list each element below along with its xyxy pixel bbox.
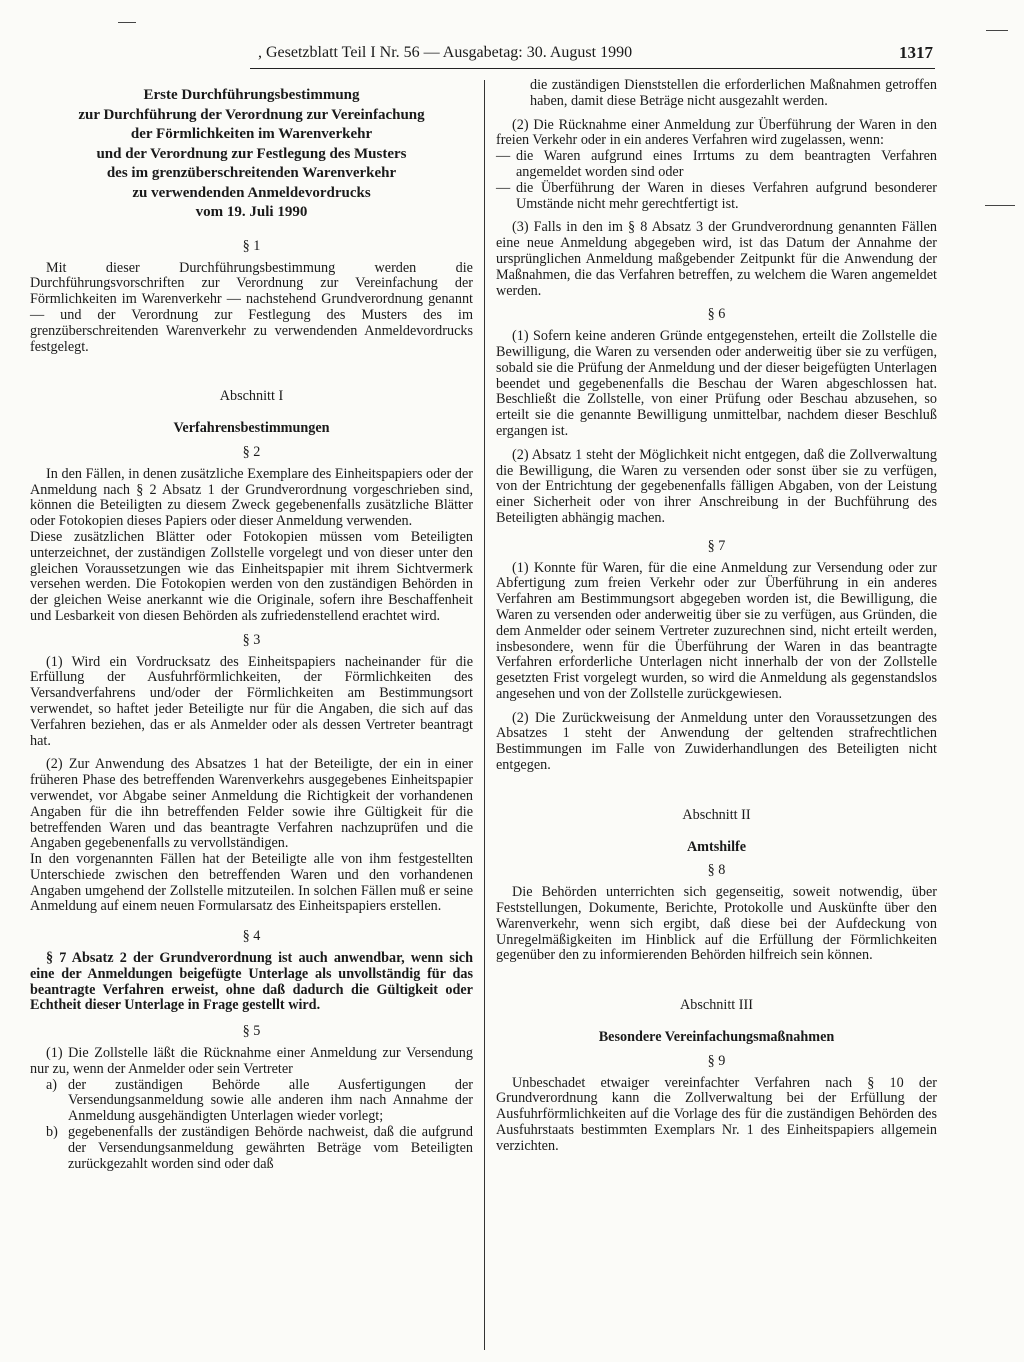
paragraph: (2) Zur Anwendung des Absatzes 1 hat der Beteiligte, der ein in einer früheren Phase des betreffenden Warenverkehrs ausgegebenes Einheitspapier verwendet, vor Abgabe seiner Anmeldung die Richtigkeit der vorhandenen Angaben für die ihn betreffenden Felder sowie ihre Gültigkeit für die betreffenden Waren und das beantragte Verfahren nachzuprüfen und die Angaben gegebenenfalls zu vervollständigen. <box>30 756 473 852</box>
title-line: Erste Durchführungsbestimmung <box>143 87 360 103</box>
section-heading: § 4 <box>242 928 261 945</box>
list-item <box>30 1125 473 1172</box>
list-text: die Überführung der Waren in dieses Verfahren aufgrund besonderer Umstände nicht mehr gerechtfertigt ist. <box>516 179 937 212</box>
paragraph: Diese zusätzlichen Blätter oder Fotokopien müssen vom Beteiligten unterzeichnet, der zuständigen Zollstelle vorgelegt und von dieser unter den gleichen Voraussetzungen wie das Einheitspapier mit ihrem Sichtvermerk versehen werden. Die Fotokopien werden von den zuständigen Behörden in der gleichen Weise anerkannt wie die Originale, sofern ihre Beschaffenheit und Lesbarkeit von diesen Behörden als zufriedenstellend erachtet wird. <box>30 528 473 624</box>
page-number: 1317 <box>899 43 933 62</box>
section-heading: § 2 <box>242 443 261 460</box>
section-heading: § 8 <box>707 862 726 879</box>
title-line: zu verwendenden Anmeldevordrucks <box>132 184 371 201</box>
paragraph: die zuständigen Dienststellen die erforderlichen Maßnahmen getroffen haben, damit diese Beträge nicht ausgezahlt werden. <box>530 77 937 109</box>
list-item <box>30 1078 473 1125</box>
paragraph: § 7 Absatz 2 der Grundverordnung ist auch anwendbar, wenn sich eine der Anmeldungen beigefügte Unterlage als unvollständig für das beantragte Verfahren erweist, ohne daß dadurch die Gültigkeit oder Echtheit dieser Unterlage in Frage gestellt wird. <box>30 950 473 1014</box>
abschnitt-heading: Abschnitt III <box>680 997 753 1014</box>
document-title <box>30 86 473 203</box>
title-line: zur Durchführung der Verordnung zur Vereinfachung <box>78 106 425 123</box>
scan-speck <box>118 22 136 23</box>
paragraph: (2) Absatz 1 steht der Möglichkeit nicht entgegen, daß die Zollverwaltung die Bewilligung, die Waren zu versenden oder sonst über sie zu verfügen, von der Entrichtung der gegebenenfalls fälligen Abgaben, von der Leistung einer Sicherheit oder von ihrer Anschreibung in der Buchführung des Beteiligten abhängig machen. <box>496 446 937 526</box>
paragraph: (1) Sofern keine anderen Gründe entgegenstehen, erteilt die Zollstelle die Bewilligung, die Waren zu versenden oder anderweitig über sie zu verfügen, sobald sie die Prüfung der Anmeldung und der dieser beigefügten Unterlagen beendet und gegebenenfalls die Beschau der Waren abgeschlossen hat. Beschließt die Zollstelle, von einer Prüfung oder Beschau abzusehen, so erteilt sie die genannte Bewilligung unmittelbar, nachdem dieser Beschluß ergangen ist. <box>496 328 937 439</box>
paragraph: (2) Die Rücknahme einer Anmeldung zur Überführung der Waren in den freien Verkehr oder in ein anderes Verfahren wird zugelassen, wenn: <box>496 116 937 149</box>
list-text: gegebenenfalls der zuständigen Behörde nachweist, daß die aufgrund der Versendungsanmeldung gewährten Beträge vom Beteiligten zurückgezahlt worden sind oder daß <box>68 1124 473 1172</box>
page-header <box>250 44 935 69</box>
abschnitt-title: Besondere Vereinfachungsmaßnahmen <box>598 1029 835 1046</box>
list-item <box>496 149 937 181</box>
paragraph: In den Fällen, in denen zusätzliche Exemplare des Einheitspapiers oder der Anmeldung nach § 2 Absatz 1 der Grundverordnung vorgeschrieben sind, können die Beteiligten zu diesem Zweck gegebenenfalls zusätzliche Blätter oder Fotokopien dieses Papiers oder dieser Anmeldung verwenden. <box>30 465 473 530</box>
list-text: der zuständigen Behörde alle Ausfertigungen der Versendungsanmeldung sowie alle anderen ihm nach Annahme der Anmeldung ausgehändigten Unterlagen wieder vorlegt; <box>68 1076 473 1125</box>
paragraph: (1) Die Zollstelle läßt die Rücknahme einer Anmeldung zur Versendung nur zu, wenn der Anmelder oder sein Vertreter <box>30 1045 473 1077</box>
section-heading: § 3 <box>242 631 261 648</box>
section-heading: § 5 <box>242 1023 261 1040</box>
paragraph: (1) Konnte für Waren, für die eine Anmeldung zur Versendung oder zur Abfertigung zum freien Verkehr oder zur Überführung in ein anderes Verfahren am Bestimmungsort abgegeben worden ist, die Bewilligung, die Waren zu versenden oder anderweitig über sie zu verfügen, aus Gründen, die dem Anmelder oder seinem Vertreter zuzurechnen sind, nicht erteilt werden, insbesondere, wenn für die Überführung der Waren in das beantragte Verfahren erforderliche Unterlagen nicht innerhalb der von der Zollstelle gesetzten Frist vorgelegt wurden, so wird die Anmeldung als gegenstandslos angesehen und von der Zollstelle zurückgewiesen. <box>496 559 937 702</box>
paragraph: Die Behörden unterrichten sich gegenseitig, soweit notwendig, über Feststellungen, Dokumente, Berichte, Protokolle und Auskünfte über den Warenverkehr, wenn sich ergibt, daß diese bei der Aufdeckung von Unregelmäßigkeiten im Hinblick auf die Erfüllung der Förmlichkeiten gegenüber den zu informierenden Behörden hilfreich sein können. <box>496 884 937 964</box>
paragraph: In den vorgenannten Fällen hat der Beteiligte alle von ihm festgestellten Unterschiede zwischen den betreffenden Waren und den vorhandenen Angaben umgehend der Zollstelle mitzuteilen. In solchen Fällen muß er seine Anmeldung auf einem neuen Formularsatz des Einheitspapiers erstellen. <box>30 851 473 915</box>
abschnitt-heading: Abschnitt I <box>219 388 284 405</box>
list-marker: a) <box>46 1076 58 1093</box>
title-line: des im grenzüberschreitenden Warenverkehr <box>106 165 397 181</box>
paragraph: Unbeschadet etwaiger vereinfachter Verfahren nach § 10 der Grundverordnung kann die Zollverwaltung bei der Erfüllung der Ausfuhrförmlichkeiten auf die Vorlage des für die zuständigen Behörden des Ausfuhrstaats bestimmten Exemplars Nr. 1 des Einheitspapiers allgemein verzichten. <box>496 1074 937 1154</box>
paragraph: (1) Wird ein Vordrucksatz des Einheitspapiers nacheinander für die Erfüllung der Ausfuhrförmlichkeiten, der Förmlichkeiten des Versandverfahrens und/oder der Förmlichkeiten am Bestimmungsort verwendet, so haftet jeder Beteiligte nur für die Angaben, die sich auf das Verfahren beziehen, das er als Anmelder oder als dessen Vertreter beantragt hat. <box>30 653 473 749</box>
dash-marker: — <box>496 179 511 196</box>
scan-speck <box>985 205 1015 206</box>
paragraph: Mit dieser Durchführungsbestimmung werden die Durchführungsvorschriften zur Verordnung zur Vereinfachung der Förmlichkeiten im Warenverkehr — nachstehend Grundverordnung genannt — und der Verordnung zur Festlegung des Musters des im grenzüberschreitenden Warenverkehr zu verwendenden Anmeldevordrucks festgelegt. <box>30 259 473 355</box>
title-line: der Förmlichkeiten im Warenverkehr <box>130 126 373 142</box>
list-text: die Waren aufgrund eines Irrtums zu dem beantragten Verfahren angemeldet worden sind oder <box>516 148 937 180</box>
section-heading: § 6 <box>707 306 726 323</box>
gazette-title: , Gesetzblatt Teil I Nr. 56 — Ausgabetag: 30. August 1990 <box>258 44 633 61</box>
dash-marker: — <box>496 148 511 165</box>
title-line: und der Verordnung zur Festlegung des Musters <box>96 145 407 162</box>
abschnitt-title: Amtshilfe <box>686 838 747 855</box>
scan-speck <box>986 30 1008 31</box>
section-heading: § 7 <box>707 537 726 554</box>
document-date: vom 19. Juli 1990 <box>195 204 308 220</box>
section-heading: § 9 <box>707 1052 726 1069</box>
paragraph: (2) Die Zurückweisung der Anmeldung unter den Voraussetzungen des Absatzes 1 steht der Anwendung der geltenden strafrechtlichen Bestimmungen im Falle von Zuwiderhandlungen des Beteiligten nicht entgegen. <box>496 709 937 774</box>
column-divider <box>484 80 485 1350</box>
list-item <box>496 181 937 213</box>
section-heading: § 1 <box>242 237 261 254</box>
list-marker: b) <box>46 1124 58 1141</box>
left-column <box>30 80 473 1172</box>
abschnitt-heading: Abschnitt II <box>682 806 751 823</box>
abschnitt-title: Verfahrensbestimmungen <box>173 420 330 437</box>
right-column <box>496 78 937 1155</box>
paragraph: (3) Falls in den im § 8 Absatz 3 der Grundverordnung genannten Fällen eine neue Anmeldung abgegeben wird, ist das Datum der Annahme der ursprünglichen Anmeldung maßgebender Zeitpunkt für die Anwendung der Maßnahmen, die das Verfahren betreffen, zu welchem die Waren angemeldet werden. <box>496 219 937 299</box>
